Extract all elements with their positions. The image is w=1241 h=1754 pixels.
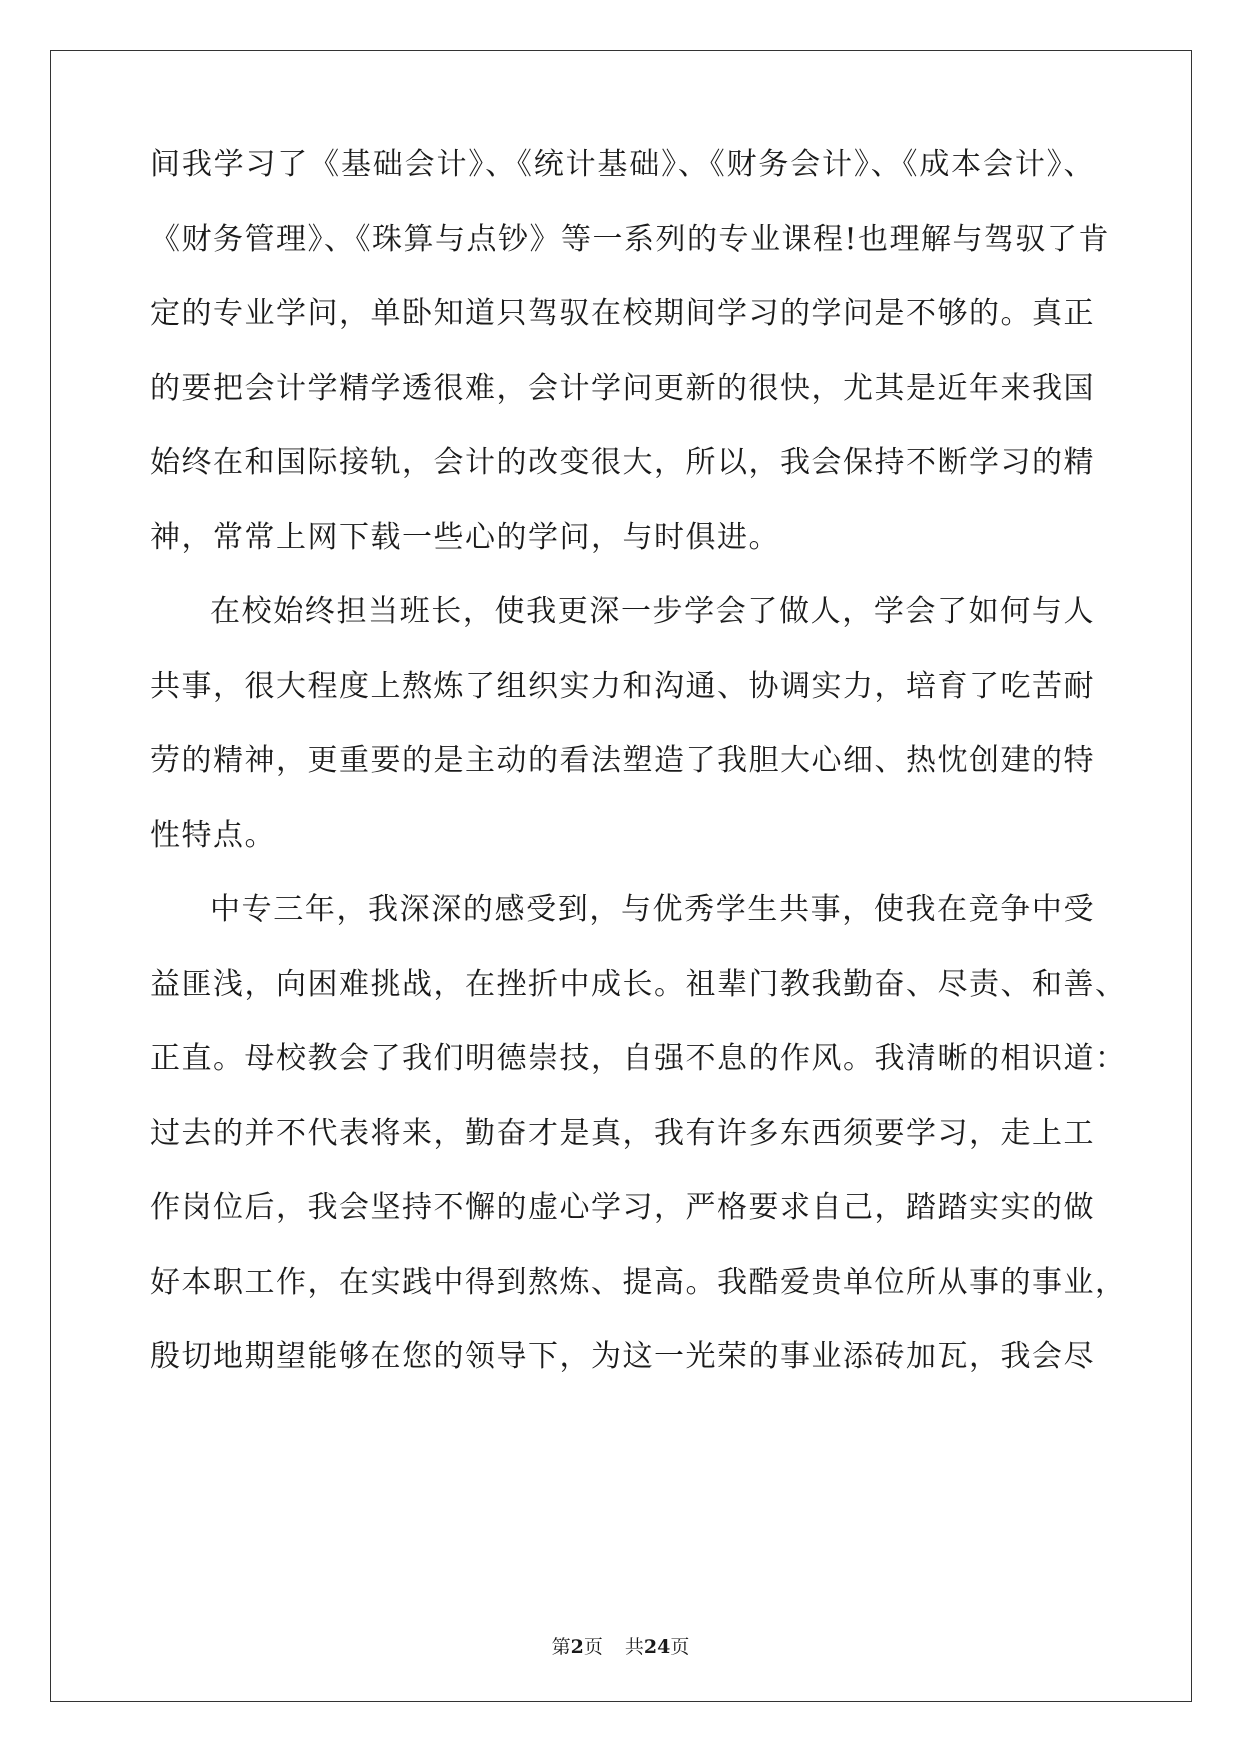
text-line-12: 益匪浅，向困难挑战，在挫折中成长。祖辈门教我勤奋、尽责、和善、 (150, 966, 1127, 1002)
page-number: 2 (570, 1636, 584, 1658)
page-prefix: 第 (551, 1636, 571, 1658)
text-line-6: 神，常常上网下载一些心的学问，与时俱进。 (150, 519, 780, 555)
text-line-11: 中专三年，我深深的感受到，与优秀学生共事，使我在竞争中受 (210, 892, 1095, 927)
text-line-17: 殷切地期望能够在您的领导下，为这一光荣的事业添砖加瓦，我会尽 (150, 1339, 1095, 1374)
text-line-4: 的要把会计学精学透很难，会计学问更新的很快，尤其是近年来我国 (150, 370, 1095, 406)
text-line-2: 《财务管理》、《珠算与点钞》等一系列的专业课程!也理解与驾驭了肯 (150, 221, 1111, 257)
text-line-1: 间我学习了《基础会计》、《统计基础》、《财务会计》、《成本会计》、 (150, 147, 1095, 182)
text-line-8: 共事，很大程度上熬炼了组织实力和沟通、协调实力，培育了吃苦耐 (150, 668, 1095, 704)
text-line-3: 定的专业学问，单卧知道只驾驭在校期间学习的学问是不够的。真正 (150, 296, 1095, 331)
text-line-5: 始终在和国际接轨，会计的改变很大，所以，我会保持不断学习的精 (150, 445, 1095, 480)
text-line-15: 作岗位后，我会坚持不懈的虚心学习，严格要求自己，踏踏实实的做 (150, 1190, 1095, 1225)
text-line-10: 性特点。 (150, 817, 276, 853)
text-line-14: 过去的并不代表将来，勤奋才是真，我有许多东西须要学习，走上工 (150, 1115, 1095, 1151)
total-pages: 24 (643, 1636, 671, 1658)
text-line-13: 正直。母校教会了我们明德崇技，自强不息的作风。我清晰的相识道： (150, 1041, 1127, 1076)
page-suffix: 页 (583, 1636, 603, 1658)
text-line-9: 劳的精神，更重要的是主动的看法塑造了我胆大心细、热忱创建的特 (150, 743, 1095, 778)
page-footer (0, 1632, 1241, 1659)
total-prefix: 共 (624, 1636, 644, 1658)
text-line-7: 在校始终担当班长，使我更深一步学会了做人，学会了如何与人 (210, 594, 1095, 629)
text-line-16: 好本职工作，在实践中得到熬炼、提高。我酷爱贵单位所从事的事业， (150, 1264, 1127, 1300)
total-suffix: 页 (670, 1636, 690, 1658)
